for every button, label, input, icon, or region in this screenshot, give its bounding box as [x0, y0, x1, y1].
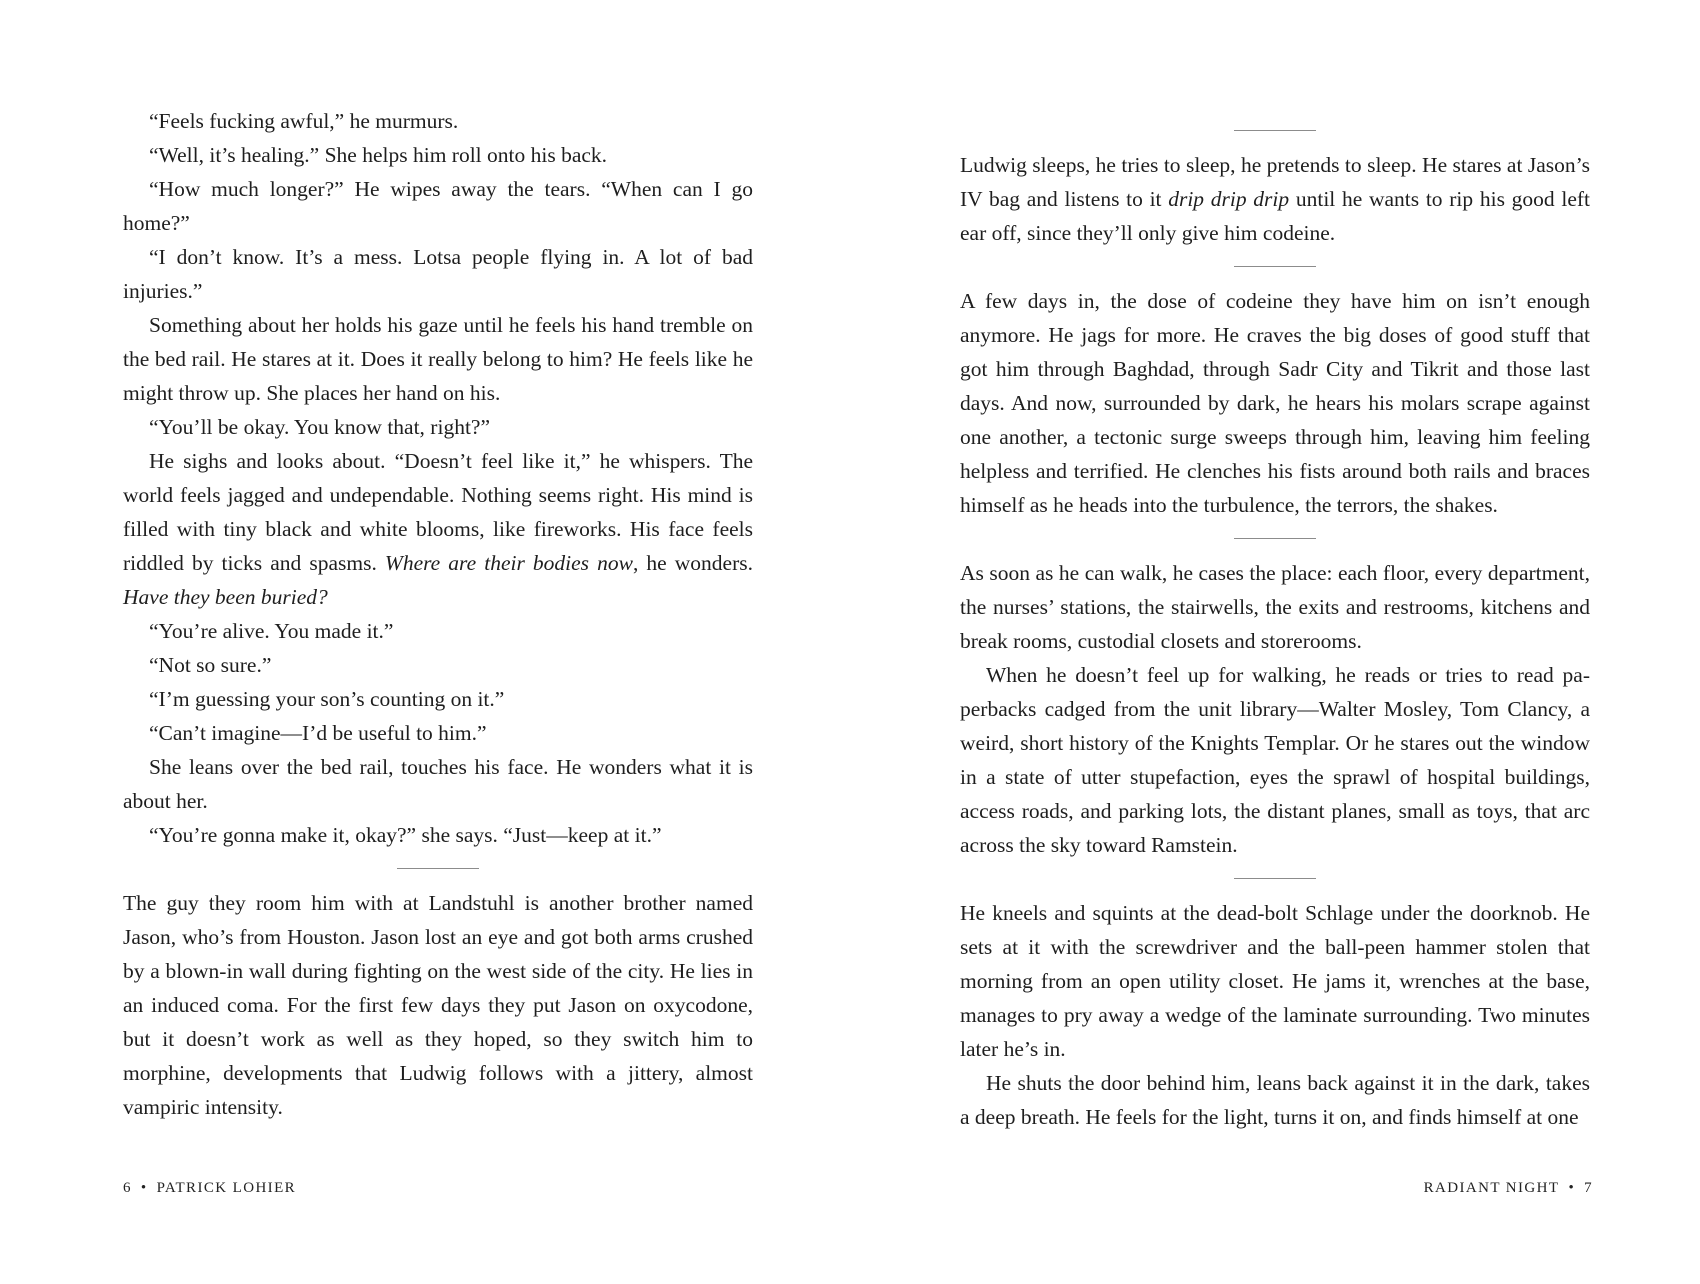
right-folio — [1424, 1180, 1593, 1197]
section-break — [1234, 538, 1316, 539]
text-run: When he doesn’t feel up for walking, he reads or tries to read paperbacks cadged from the unit library—Walter Mosley, Tom Clancy, a weird, short history of the Knights Templar. Or he stares out the window in a state of utter stupefaction, eyes the sprawl of hospital buildings, access roads, and parking lots, the distant planes, small as toys, that arc across the sky toward Ramstein. — [960, 663, 1590, 857]
text-run: “Feels fucking awful,” he murmurs. — [149, 109, 459, 133]
paragraph — [123, 716, 753, 750]
section-break — [1234, 266, 1316, 267]
text-run: “I don’t know. It’s a mess. Lotsa people flying in. A lot of bad injuries.” — [123, 245, 753, 303]
paragraph — [123, 750, 753, 818]
left-running-head: PATRICK LOHIER — [156, 1180, 297, 1196]
paragraph — [123, 138, 753, 172]
right-page-number: 7 — [1584, 1180, 1593, 1196]
left-folio — [123, 1180, 296, 1197]
text-run: until he wants to rip his good left ear off, since they’ll only give him codeine. — [960, 187, 1590, 245]
text-run: “I’m guessing your son’s counting on it.” — [149, 687, 505, 711]
text-run: She leans over the bed rail, touches his face. He wonders what it is about her. — [123, 755, 753, 813]
text-run: He sighs and looks about. “Doesn’t feel like it,” he whispers. The world feels jagged and undependable. Nothing seems right. His mind is filled with tiny black and white blooms, like fireworks. His face feels riddled by ticks and spasms. — [123, 449, 753, 575]
italic-text: Where are their bodies now — [384, 551, 633, 575]
paragraph — [123, 240, 753, 308]
paragraph — [123, 886, 753, 1124]
text-run: He kneels and squints at the dead-bolt Schlage under the doorknob. He sets at it with the screwdriver and the ball-peen hammer stolen that morning from an open utility closet. He jams it, wrenches at the base, manages to pry away a wedge of the laminate surrounding. Two minutes later he’s in. — [960, 901, 1590, 1061]
paragraph — [123, 104, 753, 138]
italic-text: drip drip drip — [1168, 187, 1290, 211]
paragraph — [123, 818, 753, 852]
paragraph — [960, 896, 1590, 1066]
text-run: A few days in, the dose of codeine they have him on isn’t enough anymore. He jags for more. He craves the big doses of good stuff that got him through Baghdad, through Sadr City and Tikrit and those last days. And now, surrounded by dark, he hears his molars scrape against one another, a tectonic surge sweeps through him, leaving him feeling helpless and terrified. He clenches his fists around both rails and braces himself as he heads into the turbulence, the terrors, the shakes. — [960, 289, 1590, 517]
text-run: “Can’t imagine—I’d be useful to him.” — [149, 721, 487, 745]
paragraph — [123, 648, 753, 682]
left-page-number: 6 — [123, 1180, 132, 1196]
section-break — [1234, 878, 1316, 879]
paragraph — [123, 410, 753, 444]
paragraph — [123, 614, 753, 648]
right-folio-separator: • — [1568, 1180, 1576, 1196]
paragraph — [123, 308, 753, 410]
text-run: “You’re alive. You made it.” — [149, 619, 394, 643]
paragraph — [960, 556, 1590, 658]
text-run: “How much longer?” He wipes away the tears. “When can I go home?” — [123, 177, 753, 235]
text-run: Ludwig sleeps, he tries to sleep, he pretends to sleep. He stares at Jason’s IV bag and listens to it — [960, 153, 1590, 211]
paragraph — [960, 658, 1590, 862]
right-page — [960, 104, 1590, 1134]
paragraph — [123, 444, 753, 614]
italic-text: Have they been buried? — [123, 585, 328, 609]
text-run: He shuts the door behind him, leans back against it in the dark, takes a deep breath. He feels for the light, turns it on, and finds himself at one — [960, 1071, 1590, 1129]
text-run: “You’ll be okay. You know that, right?” — [149, 415, 490, 439]
paragraph — [123, 682, 753, 716]
paragraph — [960, 148, 1590, 250]
section-break — [397, 868, 479, 869]
text-run: , he wonders. — [632, 551, 753, 575]
text-run: “Not so sure.” — [149, 653, 272, 677]
text-run: As soon as he can walk, he cases the place: each floor, every department, the nurses’ stations, the stairwells, the exits and restrooms, kitchens and break rooms, custodial closets and storerooms. — [960, 561, 1590, 653]
text-run: “Well, it’s healing.” She helps him roll onto his back. — [149, 143, 608, 167]
text-run: “You’re gonna make it, okay?” she says. “Just—keep at it.” — [149, 823, 662, 847]
text-run: The guy they room him with at Landstuhl is another brother named Jason, who’s from Houston. Jason lost an eye and got both arms crushed by a blown-in wall during fighting on the west side of the city. He lies in an induced coma. For the first few days they put Jason on oxycodone, but it doesn’t work as well as they hoped, so they switch him to morphine, developments that Ludwig follows with a jittery, almost vampiric intensity. — [123, 891, 753, 1119]
text-run: Something about her holds his gaze until he feels his hand tremble on the bed rail. He stares at it. Does it really belong to him? He feels like he might throw up. She places her hand on his. — [123, 313, 753, 405]
left-page — [123, 104, 753, 1124]
right-running-head: RADIANT NIGHT — [1423, 1180, 1560, 1196]
paragraph — [123, 172, 753, 240]
paragraph — [960, 284, 1590, 522]
left-folio-separator: • — [140, 1180, 148, 1196]
section-break — [1234, 130, 1316, 131]
paragraph — [960, 1066, 1590, 1134]
